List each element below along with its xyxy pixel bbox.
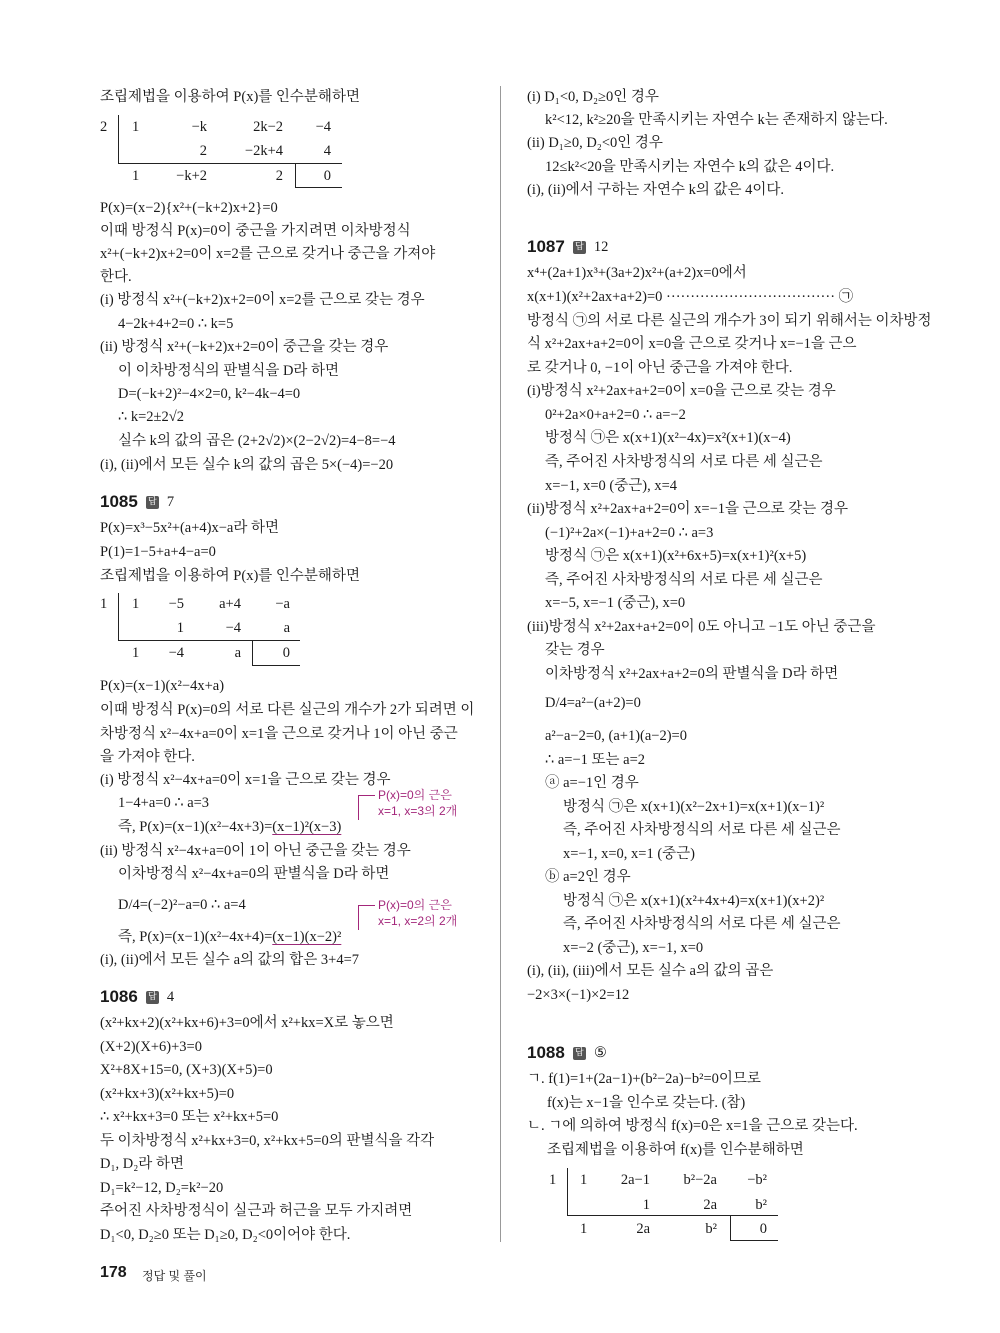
table-cell: 0: [323, 168, 331, 184]
note-line: x=1, x=3의 2개: [378, 804, 458, 818]
page-number: 178: [100, 1264, 127, 1281]
text-line: ㄱ. f(1)=1+(2a−1)+(b²−2a)−b²=0이므로: [527, 1071, 761, 1087]
table-cell: b²: [705, 1221, 717, 1237]
text-line: k²<12, k²≥20을 만족시키는 자연수 k는 존재하지 않는다.: [545, 112, 888, 128]
table-cell: −4: [225, 620, 241, 636]
table-cell: −b²: [747, 1172, 767, 1188]
text-line: x=−2 (중근), x=−1, x=0: [563, 940, 704, 956]
text-line: 조립제법을 이용하여 P(x)를 인수분해하면: [100, 89, 360, 105]
text-line: D₁<0, D₂≥0 또는 D₁≥0, D₂<0이어야 한다.: [100, 1227, 351, 1243]
problem-heading: [527, 237, 608, 257]
horizontal-rule: [118, 640, 300, 641]
table-cell: 0: [759, 1221, 767, 1237]
table-cell: 2a−1: [620, 1172, 650, 1188]
table-cell: 1: [132, 168, 140, 184]
text-line: 즉, 주어진 사차방정식의 서로 다른 세 실근은: [563, 916, 841, 932]
text-line: (i) D₁<0, D₂≥0인 경우: [527, 89, 659, 105]
text-line: X²+8X+15=0, (X+3)(X+5)=0: [100, 1062, 273, 1078]
text-line: 이차방정식 x²−4x+a=0의 판별식을 D라 하면: [118, 866, 390, 882]
text-line: P(x)=(x−2){x²+(−k+2)x+2}=0: [100, 200, 278, 216]
column-divider: [500, 86, 501, 1242]
table-cell: a+4: [219, 596, 241, 612]
annotation-note: [378, 787, 457, 819]
table-cell: −a: [275, 596, 290, 612]
table-cell: −4: [168, 645, 184, 661]
text-line: (i), (ii)에서 구하는 자연수 k의 값은 4이다.: [527, 182, 784, 198]
text-line: D/4=a²−(a+2)=0: [545, 695, 641, 711]
text-line: 식 x²+2ax+a+2=0이 x=0을 근으로 갖거나 x=−1을 근으: [527, 336, 857, 352]
text-line: D=(−k+2)²−4×2=0, k²−4k−4=0: [118, 386, 301, 402]
remainder-box-bottom: [730, 1240, 778, 1241]
text-line: ∴ a=−1 또는 a=2: [545, 752, 646, 768]
annotation-note: [378, 897, 457, 929]
table-cell: a: [234, 645, 241, 661]
problem-number: 1086: [100, 987, 138, 1006]
answer-value: 7: [166, 493, 175, 510]
divisor: 1: [100, 596, 108, 612]
text-line: 방정식 ㉠은 x(x+1)(x²+6x+5)=x(x+1)²(x+5): [545, 548, 807, 564]
text-line: ⓐ a=−1인 경우: [545, 775, 639, 791]
text-line: D₁, D₂라 하면: [100, 1156, 184, 1172]
text-line: 1−4+a=0 ∴ a=3: [118, 795, 210, 811]
text-line: ㄴ. ㄱ에 의하여 방정식 f(x)=0은 x=1을 근으로 갖는다.: [527, 1118, 858, 1134]
text-line: (ii)방정식 x²+2ax+a+2=0이 x=−1을 근으로 갖는 경우: [527, 501, 848, 517]
text-line: 갖는 경우: [545, 642, 605, 658]
footer-label: 정답 및 풀이: [142, 1269, 207, 1283]
text-line: (i), (ii)에서 모든 실수 a의 값의 합은 3+4=7: [100, 952, 360, 968]
text-line: D/4=(−2)²−a=0 ∴ a=4: [118, 897, 246, 913]
text-line: ∴ k=2±2√2: [118, 409, 184, 425]
text-line: −2×3×(−1)×2=12: [527, 987, 630, 1003]
text-line: (i), (ii), (iii)에서 모든 실수 a의 값의 곱은: [527, 963, 774, 979]
text-line: 4−2k+4+2=0 ∴ k=5: [118, 316, 234, 332]
text-line: (ii) 방정식 x²+(−k+2)x+2=0이 중근을 갖는 경우: [100, 339, 389, 355]
text-line: 즉, 주어진 사차방정식의 서로 다른 세 실근은: [545, 572, 823, 588]
problem-heading: [100, 987, 174, 1007]
text-line: 이때 방정식 P(x)=0의 서로 다른 실근의 개수가 2가 되려면 이: [100, 702, 475, 718]
note-line: P(x)=0의 근은: [378, 898, 452, 912]
horizontal-rule: [118, 163, 342, 164]
text-line: (i) 방정식 x²+(−k+2)x+2=0이 x=2를 근으로 갖는 경우: [100, 292, 425, 308]
table-cell: 1: [176, 620, 184, 636]
text-line: (X+2)(X+6)+3=0: [100, 1039, 202, 1055]
problem-number: 1087: [527, 237, 565, 256]
table-cell: 1: [580, 1221, 588, 1237]
table-cell: 1: [132, 596, 140, 612]
text-line: 이차방정식 x²+2ax+a+2=0의 판별식을 D라 하면: [545, 666, 839, 682]
text-line: 이때 방정식 P(x)=0이 중근을 가지려면 이차방정식: [100, 223, 411, 239]
answer-icon: 답: [146, 496, 159, 509]
text-line: 한다.: [100, 269, 132, 285]
problem-heading: [527, 1043, 607, 1063]
problem-heading: [100, 492, 174, 512]
text-line: 로 갖거나 0, −1이 아닌 중근을 가져야 한다.: [527, 360, 793, 376]
note-line: x=1, x=2의 2개: [378, 914, 458, 928]
table-cell: 2k−2: [253, 119, 283, 135]
text-line: 즉, 주어진 사차방정식의 서로 다른 세 실근은: [545, 454, 823, 470]
text-line: 12≤k²<20을 만족시키는 자연수 k의 값은 4이다.: [545, 159, 835, 175]
table-cell: b²: [755, 1197, 767, 1213]
text-line: x⁴+(2a+1)x³+(3a+2)x²+(a+2)x=0에서: [527, 265, 747, 281]
divisor: 2: [100, 119, 108, 135]
text-line: (i)방정식 x²+2ax+a+2=0이 x=0을 근으로 갖는 경우: [527, 383, 836, 399]
text-line: f(x)는 x−1을 인수로 갖는다. (참): [547, 1095, 746, 1111]
equation-text: 즉, P(x)=(x−1)(x²−4x+3)=: [118, 819, 273, 835]
table-cell: 2: [199, 143, 207, 159]
text-line: [118, 818, 341, 836]
text-line: 방정식 ㉠은 x(x+1)(x²−2x+1)=x(x+1)(x−1)²: [563, 799, 825, 815]
table-cell: 2: [275, 168, 283, 184]
text-line: ∴ x²+kx+3=0 또는 x²+kx+5=0: [100, 1109, 279, 1125]
table-cell: 1: [642, 1197, 650, 1213]
table-cell: −k+2: [176, 168, 207, 184]
text-line: 조립제법을 이용하여 f(x)를 인수분해하면: [547, 1142, 804, 1158]
text-line: P(x)=x³−5x²+(a+4)x−a라 하면: [100, 520, 279, 536]
text-line: P(1)=1−5+a+4−a=0: [100, 544, 216, 560]
text-line: ⓑ a=2인 경우: [545, 869, 631, 885]
text-line: (x²+kx+2)(x²+kx+6)+3=0에서 x²+kx=X로 놓으면: [100, 1015, 394, 1031]
text-line: 을 가져야 한다.: [100, 749, 195, 765]
text-line: 차방정식 x²−4x+a=0이 x=1을 근으로 갖거나 1이 아닌 중근: [100, 726, 458, 742]
text-line: 이 이차방정식의 판별식을 D라 하면: [118, 363, 340, 379]
text-line: x=−1, x=0, x=1 (중근): [563, 846, 696, 862]
text-line: (ii) 방정식 x²−4x+a=0이 1이 아닌 중근을 갖는 경우: [100, 843, 411, 859]
table-cell: b²−2a: [683, 1172, 717, 1188]
problem-number: 1088: [527, 1043, 565, 1062]
underlined-result: (x−1)²(x−3): [272, 819, 342, 835]
text-line: 0²+2a×0+a+2=0 ∴ a=−2: [545, 407, 686, 423]
equation-text: 즉, P(x)=(x−1)(x²−4x+4)=: [118, 929, 273, 945]
answer-icon: 답: [573, 1047, 586, 1060]
table-cell: 2a: [636, 1221, 650, 1237]
text-line: 즉, 주어진 사차방정식의 서로 다른 세 실근은: [563, 822, 841, 838]
text-line: 방정식 ㉠의 서로 다른 실근의 개수가 3이 되기 위해서는 이차방정: [527, 313, 932, 329]
answer-value: 4: [166, 988, 175, 1005]
text-line: 조립제법을 이용하여 P(x)를 인수분해하면: [100, 568, 360, 584]
underlined-result: (x−1)(x−2)²: [272, 929, 342, 945]
table-cell: −5: [168, 596, 184, 612]
answer-icon: 답: [146, 991, 159, 1004]
table-cell: −4: [315, 119, 331, 135]
text-line: [118, 928, 341, 946]
vertical-rule: [567, 1168, 568, 1215]
text-line: D₁=k²−12, D₂=k²−20: [100, 1180, 224, 1196]
problem-number: 1085: [100, 492, 138, 511]
table-cell: 1: [132, 645, 140, 661]
table-cell: 4: [323, 143, 331, 159]
table-cell: −2k+4: [244, 143, 283, 159]
text-line: x=−1, x=0 (중근), x=4: [545, 478, 678, 494]
table-cell: 1: [580, 1172, 588, 1188]
text-line: 방정식 ㉠은 x(x+1)(x²−4x)=x²(x+1)(x−4): [545, 430, 791, 446]
text-line: (i), (ii)에서 모든 실수 k의 값의 곱은 5×(−4)=−20: [100, 457, 394, 473]
horizontal-rule: [567, 1215, 778, 1216]
table-cell: a: [283, 620, 290, 636]
text-line: x²+(−k+2)x+2=0이 x=2를 근으로 갖거나 중근을 가져야: [100, 246, 436, 262]
text-line: (i) 방정식 x²−4x+a=0이 x=1을 근으로 갖는 경우: [100, 772, 391, 788]
text-line: x(x+1)(x²+2ax+a+2)=0 ··································· ㉠: [527, 289, 854, 305]
text-line: (iii)방정식 x²+2ax+a+2=0이 0도 아니고 −1도 아닌 중근을: [527, 619, 876, 635]
text-line: (ii) D₁≥0, D₂<0인 경우: [527, 135, 663, 151]
table-cell: −k: [191, 119, 207, 135]
text-line: (x²+kx+3)(x²+kx+5)=0: [100, 1086, 235, 1102]
remainder-box-bottom: [252, 665, 300, 666]
divisor: 1: [549, 1172, 557, 1188]
text-line: a²−a−2=0, (a+1)(a−2)=0: [545, 728, 687, 744]
text-line: 주어진 사차방정식이 실근과 허근을 모두 가지려면: [100, 1203, 413, 1219]
table-cell: 0: [282, 645, 290, 661]
answer-value: 12: [593, 238, 609, 255]
answer-icon: 답: [573, 241, 586, 254]
annotation-arrow: [358, 795, 375, 820]
annotation-arrow: [358, 905, 375, 930]
text-line: 두 이차방정식 x²+kx+3=0, x²+kx+5=0의 판별식을 각각: [100, 1133, 435, 1149]
text-line: P(x)=(x−1)(x²−4x+a): [100, 678, 225, 694]
vertical-rule: [118, 115, 119, 163]
text-line: x=−5, x=−1 (중근), x=0: [545, 595, 686, 611]
answer-value: ⑤: [593, 1044, 607, 1061]
text-line: (−1)²+2a×(−1)+a+2=0 ∴ a=3: [545, 525, 714, 541]
table-cell: 2a: [703, 1197, 717, 1213]
text-line: 방정식 ㉠은 x(x+1)(x²+4x+4)=x(x+1)(x+2)²: [563, 893, 825, 909]
table-cell: 1: [132, 119, 140, 135]
text-line: 실수 k의 값의 곱은 (2+2√2)×(2−2√2)=4−8=−4: [118, 433, 396, 449]
remainder-box-bottom: [295, 187, 342, 188]
note-line: P(x)=0의 근은: [378, 788, 452, 802]
